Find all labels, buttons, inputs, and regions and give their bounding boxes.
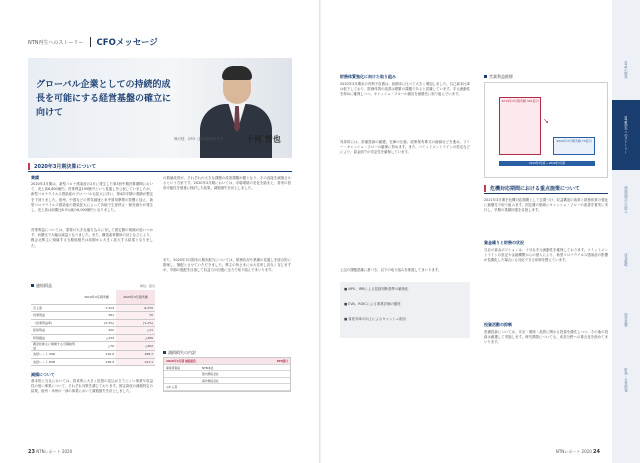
page-title: CFOメッセージ	[96, 38, 158, 48]
cfo-name: 十河 哲也	[246, 135, 281, 144]
subheading-cash: 資金繰りと財務の状況	[484, 240, 524, 245]
paragraph-results-2: 営業利益については、需要の大きな落ち込みに対して固定費の削減が追いつかず、前期比で大幅な減益となりました。また、構造改革費用の計上などにより、親会社株主に帰属する当期純損失は前期から大きく拡大する結果となりました。	[31, 228, 153, 248]
table-row: 経常利益 322 △11	[33, 328, 153, 333]
paragraph-results-1: 2020年3月期は、新型コロナ感染症の2月に発生した第3回中期決算期間において、売上高6,800億円、営業利益190億円という見通しを公表していましたが、新型コロナウイルス感染症のグローバルな拡大に伴い、第4四半期の業績が想定を下回りました。欧州、中国などの景気減速と米中貿易摩擦の影響に加え、新型コロナウイルス感染症の感染拡大によって各地で生産停止・販売減少が発生し、売上高は前期比8.3％減の6,000億円となりました。	[31, 182, 153, 213]
table-row: 海外関係会社	[164, 378, 290, 385]
list-item: ■ 資産効率の向上によるキャッシュ創出	[344, 317, 406, 321]
table-row: 為替レート EUR 128.4 121.1	[33, 359, 153, 364]
table-unit: 単位：億円	[140, 284, 156, 288]
impairment-table-title: 減損損失の内訳	[163, 350, 196, 356]
tab-value-creation[interactable]: 価値創造の仕組み	[623, 186, 628, 214]
section-underline	[28, 171, 292, 172]
chart-title: 営業利益推移	[484, 74, 513, 80]
paragraph-crisis: 2021年3月期を危機対応期間として位置づけ、収益構造の改革と財務体質の強化に最優先で取り組みます。固定費の削減とキャッシュ・フローの改善を着実に実行し、早期の業績回復を目指します。	[484, 198, 608, 213]
table-row: （営業利益率） (5.3%) (1.1%)	[33, 320, 153, 325]
table-title: 連結損益	[31, 283, 52, 289]
cfo-role: 執行役 CFO（最高財務責任者）	[174, 137, 227, 141]
page-gutter	[319, 0, 321, 463]
chapter-tabs	[612, 0, 640, 463]
list-item: ■ EVA、ROICによる事業評価の徹底	[344, 302, 401, 306]
paragraph-finance-2: 具体的には、設備投資の厳選、在庫の圧縮、政策保有株式の縮減などを進め、フリー・キャッシュ・フローの確保に努めます。また、コミットメントラインの設定などにより、資金面での安定性を確保しています。	[340, 140, 470, 155]
arrow-down-icon: ↘	[543, 117, 549, 125]
table-row: 売上高 7,314 6,270	[33, 305, 153, 310]
table-row: のれん等	[164, 384, 290, 391]
footer-left: 23 NTNレポート 2020	[28, 449, 73, 455]
list-item: ■ NPV、IRRによる投資判断基準の厳格化	[344, 287, 409, 291]
section-label: NTN再生へのストーリー	[28, 39, 84, 46]
paragraph-impairment: 基本的に当社においては、将来的に大きく拡張の見込が立てにくい事業や収益性の低い事業について、それぞれ対策を講じております。固定資産の減損判定の結果、欧州・米州の一部の事業において減損損失を計上しました。	[31, 379, 153, 394]
paragraph-finance-3: 上記の課題認識に基づき、以下の取り組みを推進してまいります。	[340, 268, 442, 272]
profit-chart	[484, 82, 608, 178]
table-row: 国内関係会社	[164, 371, 290, 378]
paragraph-mid-1: の数値改善が、それぞれの大きな課題の改善課題が鍵となり、その直接を減損させるという方針です。2020年3月期においては、市場環境の変化を踏まえ、将来の回収可能性を慎重に検討した結果、減損損失を計上しました。	[163, 176, 291, 191]
financial-table	[31, 290, 155, 366]
subheading-finance: 財務体質強化に向けた取り組み	[340, 74, 396, 79]
paragraph-mid-2: また、2020年3月期末の期末配当については、財務状況や業績の見通しを総合的に勘案し、無配とさせていただきました。株主の皆さまには大変申し訳なく存じますが、早期の復配を目指して収益力の回復に全力で取り組んでまいります。	[163, 258, 291, 273]
chart-label-previous: 2019年3月期実績 391億円	[501, 99, 539, 103]
subheading-impairment: 減損について	[31, 372, 55, 377]
chart-label-current: 2020年3月期実績 70億円	[556, 139, 592, 143]
section-title-crisis: 危機対応期間における重点施策について	[484, 185, 580, 192]
paragraph-finance-1: 2020年3月期末の有利子負債は、前期末に比べて大きく増加しました。自己資本比率は低下しており、財務体質の改善は喫緊の課題であると認識しています。手元流動性を厚めに確保しつつ、キャッシュ・フローの創出を最優先に取り組んでいます。	[340, 82, 470, 97]
table-row: 営業利益 391 70	[33, 313, 153, 318]
subheading-invest: 投資活動の抑制	[484, 322, 512, 327]
table-row: 特別損益 △134 △395	[33, 335, 153, 340]
chart-bar-previous	[499, 97, 541, 155]
table-row: 2020年3月期 減損損失 395億円	[166, 359, 288, 363]
hero-banner	[28, 58, 292, 158]
table-header: 2019年3月期実績	[77, 290, 116, 304]
section-title-results: 2020年3月期決算について	[28, 163, 96, 170]
page-header	[28, 36, 158, 48]
tab-financial-info[interactable]: 財務・企業情報	[623, 368, 628, 392]
tab-revival-story[interactable]: NTN再生へのストーリー	[612, 100, 640, 170]
section-underline	[484, 193, 608, 194]
impairment-table	[163, 357, 291, 392]
tab-management-base[interactable]: 経営基盤	[623, 313, 628, 327]
paragraph-invest: 設備投資については、安全・環境・品質に関わる投資を優先しつつ、その他の投資は厳選して実施します。研究開発についても、成長分野への重点化を進めてまいります。	[484, 330, 608, 345]
table-row: 事業用資産 NTN本社	[164, 365, 290, 372]
hero-title: グローバル企業としての持続的成長を可能にする経営基盤の確立に向けて	[36, 80, 172, 118]
table-row: 親会社株主に帰属する当期純利益 △76 △402	[33, 342, 153, 350]
table-header: 2020年3月期実績	[116, 290, 155, 304]
subheading-results: 業績	[31, 175, 39, 180]
header-divider	[90, 37, 91, 47]
table-row: 為替レート USD 110.9 108.7	[33, 352, 153, 357]
chart-footer: 2019年3月期 → 2020年3月期	[499, 161, 595, 166]
paragraph-cash: 当社の資金ポジションは、十分な手元流動性を確保しております。コミットメントラインの設定や金融機関からの借入により、新型コロナウイルス感染症の影響が長期化した場合にも対応できる体制を整えています。	[484, 248, 608, 263]
tab-growth-strategy[interactable]: 成長戦略	[623, 253, 628, 267]
tab-overview[interactable]: NTNの概要	[623, 61, 628, 79]
footer-right: NTNレポート 2020 24	[555, 449, 600, 455]
table-header	[31, 290, 77, 304]
